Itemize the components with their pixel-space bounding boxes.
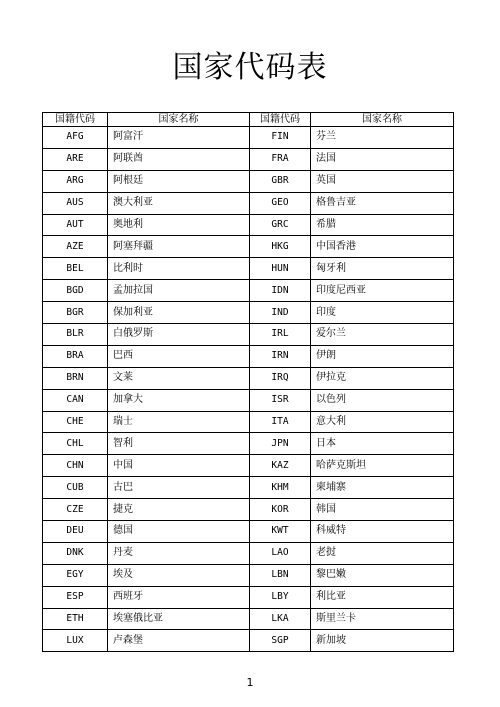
country-name-cell: 法国 bbox=[311, 148, 454, 170]
country-name-cell: 中国香港 bbox=[311, 236, 454, 258]
country-name-cell: 老挝 bbox=[311, 542, 454, 564]
table-row bbox=[43, 192, 454, 214]
country-code-cell: FRA bbox=[250, 148, 311, 170]
country-code-cell: BEL bbox=[43, 258, 108, 280]
country-name-cell: 保加利亚 bbox=[108, 302, 250, 324]
page-title: 国家代码表 bbox=[172, 50, 328, 85]
table-row bbox=[43, 630, 454, 652]
country-code-cell: FIN bbox=[250, 127, 311, 149]
table-row bbox=[43, 542, 454, 564]
table-row bbox=[43, 499, 454, 521]
country-code-cell: KAZ bbox=[250, 455, 311, 477]
country-name-cell: 白俄罗斯 bbox=[108, 324, 250, 346]
table-row bbox=[43, 367, 454, 389]
country-code-cell: AUS bbox=[43, 192, 108, 214]
country-name-cell: 智利 bbox=[108, 433, 250, 455]
country-code-cell: IRQ bbox=[250, 367, 311, 389]
table-row bbox=[43, 586, 454, 608]
country-code-cell: SGP bbox=[250, 630, 311, 652]
country-name-cell: 埃及 bbox=[108, 564, 250, 586]
country-code-table bbox=[42, 112, 454, 652]
table-row bbox=[43, 433, 454, 455]
country-code-cell: LKA bbox=[250, 608, 311, 630]
table-row bbox=[43, 455, 454, 477]
country-code-cell: GBR bbox=[250, 170, 311, 192]
country-name-cell: 澳大利亚 bbox=[108, 192, 250, 214]
country-code-cell: DEU bbox=[43, 521, 108, 543]
country-code-cell: BRA bbox=[43, 345, 108, 367]
country-code-cell: CHL bbox=[43, 433, 108, 455]
country-code-cell: ISR bbox=[250, 389, 311, 411]
table-row bbox=[43, 148, 454, 170]
country-name-cell: 哈萨克斯坦 bbox=[311, 455, 454, 477]
country-code-cell: ESP bbox=[43, 586, 108, 608]
country-name-cell: 黎巴嫩 bbox=[311, 564, 454, 586]
country-code-cell: CUB bbox=[43, 477, 108, 499]
country-name-cell: 西班牙 bbox=[108, 586, 250, 608]
country-code-cell: CHE bbox=[43, 411, 108, 433]
country-name-cell: 利比亚 bbox=[311, 586, 454, 608]
country-name-cell: 阿塞拜疆 bbox=[108, 236, 250, 258]
country-code-cell: AZE bbox=[43, 236, 108, 258]
country-name-cell: 阿联酋 bbox=[108, 148, 250, 170]
country-name-cell: 柬埔寨 bbox=[311, 477, 454, 499]
header-country-name-left: 国家名称 bbox=[108, 113, 250, 127]
country-name-cell: 韩国 bbox=[311, 499, 454, 521]
country-name-cell: 匈牙利 bbox=[311, 258, 454, 280]
country-code-cell: HKG bbox=[250, 236, 311, 258]
country-code-cell: BLR bbox=[43, 324, 108, 346]
country-name-cell: 阿富汗 bbox=[108, 127, 250, 149]
page-number: 1 bbox=[246, 676, 254, 689]
table-row bbox=[43, 345, 454, 367]
country-name-cell: 中国 bbox=[108, 455, 250, 477]
country-code-cell: KWT bbox=[250, 521, 311, 543]
country-code-cell: LBN bbox=[250, 564, 311, 586]
table-header-row bbox=[43, 113, 454, 127]
country-name-cell: 格鲁吉亚 bbox=[311, 192, 454, 214]
table-row bbox=[43, 214, 454, 236]
country-code-cell: IND bbox=[250, 302, 311, 324]
table-row bbox=[43, 127, 454, 149]
country-name-cell: 以色列 bbox=[311, 389, 454, 411]
country-code-cell: GEO bbox=[250, 192, 311, 214]
country-code-cell: ARG bbox=[43, 170, 108, 192]
country-code-cell: HUN bbox=[250, 258, 311, 280]
country-code-cell: EGY bbox=[43, 564, 108, 586]
country-name-cell: 芬兰 bbox=[311, 127, 454, 149]
country-name-cell: 孟加拉国 bbox=[108, 280, 250, 302]
country-code-cell: AFG bbox=[43, 127, 108, 149]
country-code-cell: CAN bbox=[43, 389, 108, 411]
country-name-cell: 捷克 bbox=[108, 499, 250, 521]
country-name-cell: 科威特 bbox=[311, 521, 454, 543]
table-row bbox=[43, 477, 454, 499]
country-code-cell: ITA bbox=[250, 411, 311, 433]
country-name-cell: 巴西 bbox=[108, 345, 250, 367]
country-code-cell: CZE bbox=[43, 499, 108, 521]
header-nationality-code-right: 国籍代码 bbox=[250, 113, 311, 127]
country-code-cell: LAO bbox=[250, 542, 311, 564]
header-country-name-right: 国家名称 bbox=[311, 113, 454, 127]
table-row bbox=[43, 258, 454, 280]
country-code-cell: BGR bbox=[43, 302, 108, 324]
country-name-cell: 日本 bbox=[311, 433, 454, 455]
country-name-cell: 爱尔兰 bbox=[311, 324, 454, 346]
table-row bbox=[43, 170, 454, 192]
table-row bbox=[43, 324, 454, 346]
table-row bbox=[43, 389, 454, 411]
table-row bbox=[43, 608, 454, 630]
country-code-cell: KHM bbox=[250, 477, 311, 499]
country-name-cell: 希腊 bbox=[311, 214, 454, 236]
country-code-cell: LUX bbox=[43, 630, 108, 652]
country-name-cell: 印度 bbox=[311, 302, 454, 324]
country-name-cell: 印度尼西亚 bbox=[311, 280, 454, 302]
country-name-cell: 英国 bbox=[311, 170, 454, 192]
country-name-cell: 阿根廷 bbox=[108, 170, 250, 192]
country-code-cell: AUT bbox=[43, 214, 108, 236]
country-name-cell: 文莱 bbox=[108, 367, 250, 389]
country-name-cell: 伊拉克 bbox=[311, 367, 454, 389]
country-name-cell: 奥地利 bbox=[108, 214, 250, 236]
country-code-cell: IRN bbox=[250, 345, 311, 367]
country-code-cell: ARE bbox=[43, 148, 108, 170]
table-row bbox=[43, 564, 454, 586]
country-code-cell: IRL bbox=[250, 324, 311, 346]
country-name-cell: 丹麦 bbox=[108, 542, 250, 564]
country-name-cell: 卢森堡 bbox=[108, 630, 250, 652]
table-row bbox=[43, 521, 454, 543]
country-code-cell: BRN bbox=[43, 367, 108, 389]
country-name-cell: 瑞士 bbox=[108, 411, 250, 433]
country-name-cell: 埃塞俄比亚 bbox=[108, 608, 250, 630]
country-name-cell: 斯里兰卡 bbox=[311, 608, 454, 630]
country-code-cell: CHN bbox=[43, 455, 108, 477]
country-code-cell: LBY bbox=[250, 586, 311, 608]
country-name-cell: 德国 bbox=[108, 521, 250, 543]
country-name-cell: 意大利 bbox=[311, 411, 454, 433]
country-code-cell: ETH bbox=[43, 608, 108, 630]
country-code-cell: GRC bbox=[250, 214, 311, 236]
country-name-cell: 古巴 bbox=[108, 477, 250, 499]
country-name-cell: 新加坡 bbox=[311, 630, 454, 652]
country-code-cell: BGD bbox=[43, 280, 108, 302]
country-code-cell: IDN bbox=[250, 280, 311, 302]
country-code-cell: JPN bbox=[250, 433, 311, 455]
table-body bbox=[43, 127, 454, 652]
table-row bbox=[43, 236, 454, 258]
country-name-cell: 加拿大 bbox=[108, 389, 250, 411]
header-nationality-code-left: 国籍代码 bbox=[43, 113, 108, 127]
country-code-cell: DNK bbox=[43, 542, 108, 564]
table-row bbox=[43, 411, 454, 433]
country-code-cell: KOR bbox=[250, 499, 311, 521]
country-name-cell: 伊朗 bbox=[311, 345, 454, 367]
table-row bbox=[43, 302, 454, 324]
country-name-cell: 比利时 bbox=[108, 258, 250, 280]
table-row bbox=[43, 280, 454, 302]
